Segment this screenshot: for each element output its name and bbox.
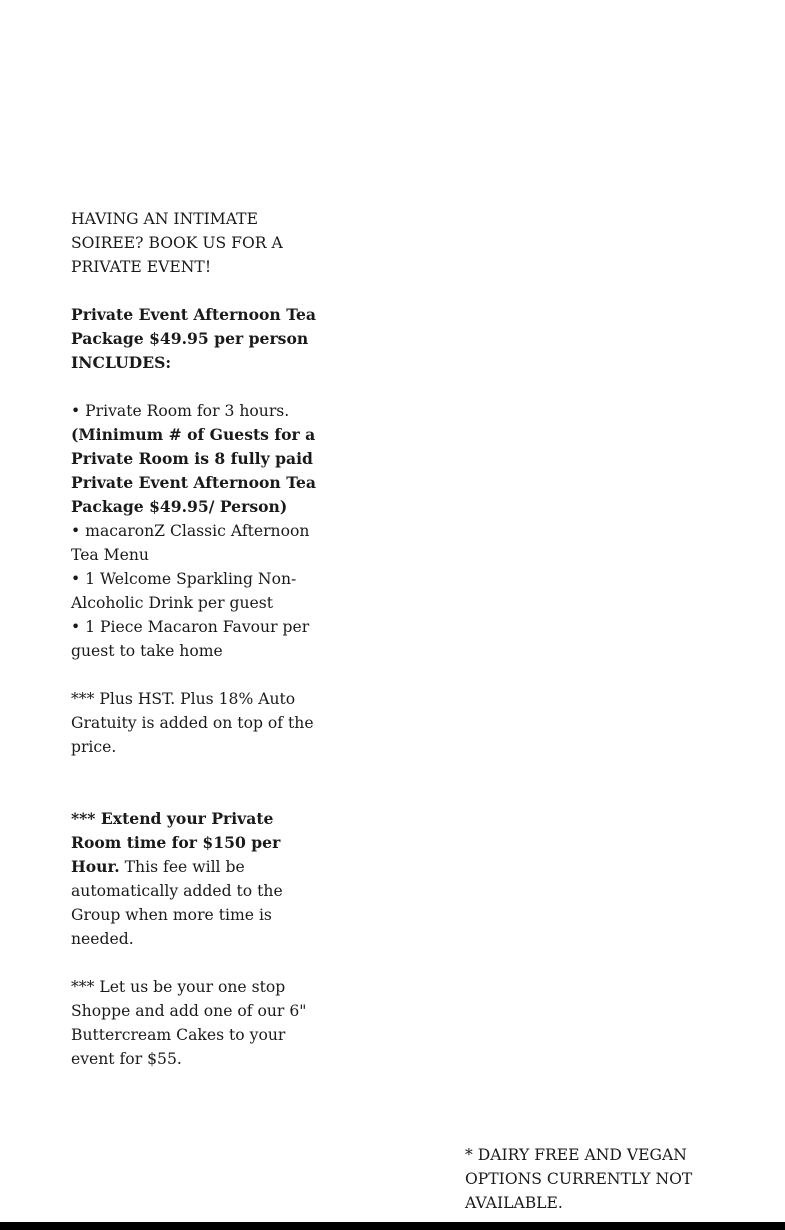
include-drink: • 1 Welcome Sparkling Non-Alcoholic Drink per guest	[71, 570, 297, 612]
extend-rest: This fee will be automatically added to the Group when more time is needed.	[71, 858, 283, 948]
spacer	[71, 951, 323, 975]
include-favour: • 1 Piece Macaron Favour per guest to take home	[71, 618, 310, 660]
room-text: • Private Room for 3 hours.	[71, 402, 290, 420]
spacer	[71, 759, 323, 807]
tax-note: *** Plus HST. Plus 18% Auto Gratuity is added on top of the price.	[71, 690, 314, 756]
cake-note: *** Let us be your one stop Shoppe and add one of our 6" Buttercream Cakes to your event for $55.	[71, 978, 307, 1068]
package-heading	[71, 303, 323, 375]
bottom-border	[0, 1222, 785, 1230]
spacer	[71, 375, 323, 399]
package-heading-text: Private Event Afternoon Tea Package $49.95 per person INCLUDES:	[71, 305, 317, 372]
intro-heading: HAVING AN INTIMATE SOIREE? BOOK US FOR A PRIVATE EVENT!	[71, 210, 283, 276]
spacer	[71, 663, 323, 687]
dairy-free-note: * DAIRY FREE AND VEGAN OPTIONS CURRENTLY NOT AVAILABLE.	[465, 1146, 693, 1212]
room-minimum: (Minimum # of Guests for a Private Room is 8 fully paid Private Event Afternoon Tea Package $49.95/ Person)	[71, 425, 317, 516]
include-room	[71, 399, 323, 519]
extend-bold: *** Extend your Private Room time for $150 per Hour.	[71, 809, 281, 876]
spacer	[71, 279, 323, 303]
private-event-column	[71, 207, 323, 1071]
include-menu: • macaronZ Classic Afternoon Tea Menu	[71, 522, 310, 564]
extend-note	[71, 807, 323, 951]
